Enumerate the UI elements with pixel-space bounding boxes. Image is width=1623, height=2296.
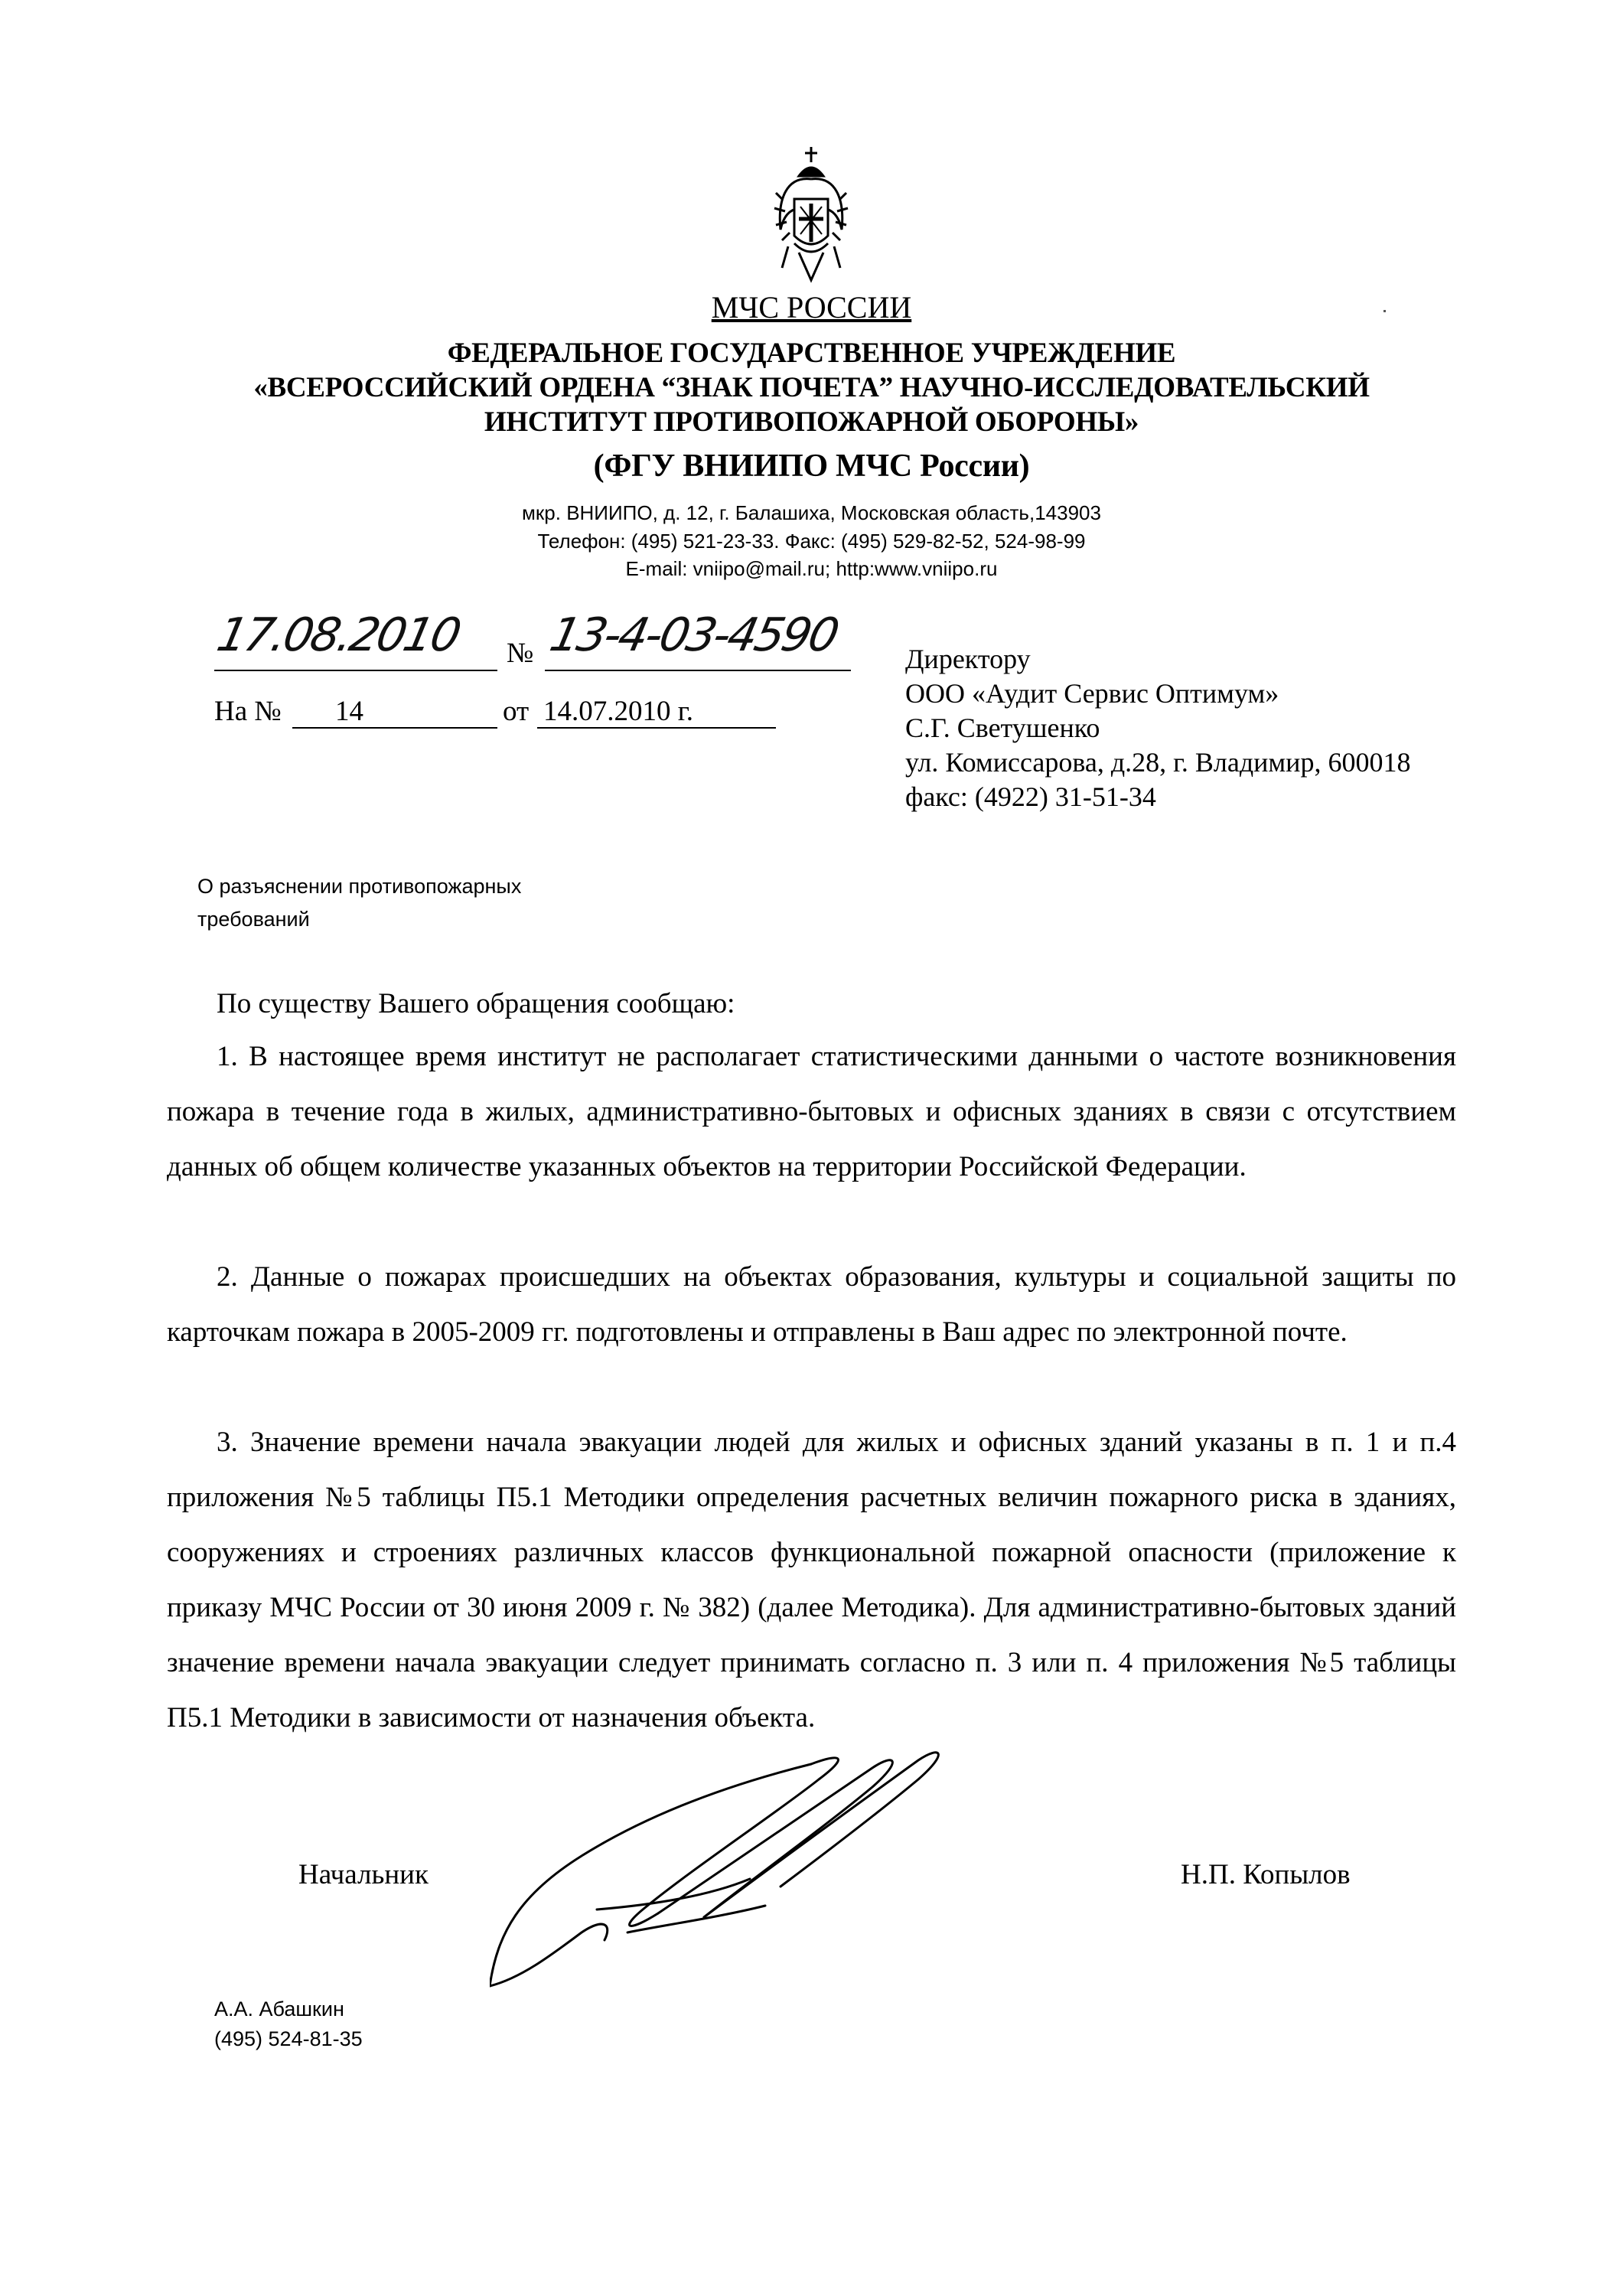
institution-line-2: «ВСЕРОССИЙСКИЙ ОРДЕНА “ЗНАК ПОЧЕТА” НАУЧНО-ИССЛЕДОВАТЕЛЬСКИЙ bbox=[253, 372, 1370, 403]
number-underline bbox=[545, 670, 851, 671]
contact-email-web: E-mail: vniipo@mail.ru; http:www.vniipo.ru bbox=[625, 557, 998, 580]
scan-artifact bbox=[1383, 310, 1386, 312]
handwritten-outgoing-number: 13-4-03-4590 bbox=[545, 608, 842, 662]
recipient-company: ООО «Аудит Сервис Оптимум» bbox=[905, 678, 1279, 709]
subject-line-1: О разъяснении противопожарных bbox=[197, 875, 522, 898]
contact-phones: Телефон: (495) 521-23-33. Факс: (495) 529-82-52, 524-98-99 bbox=[537, 530, 1086, 553]
institution-short-name: (ФГУ ВНИИПО МЧС России) bbox=[593, 448, 1030, 484]
reference-number-label: На № bbox=[214, 696, 282, 727]
date-underline bbox=[214, 670, 497, 671]
body-paragraph-1: 1. В настоящее время институт не располагает статистическими данными о частоте возникновения пожара в течение года в жилых, административно-бытовых и офисных зданиях в связи с отсутствием данных об общем количестве указанных объектов на территории Российской Федерации. bbox=[167, 1041, 1456, 1182]
handwritten-date: 17.08.2010 bbox=[212, 608, 464, 662]
institution-line-1: ФЕДЕРАЛЬНОЕ ГОСУДАРСТВЕННОЕ УЧРЕЖДЕНИЕ bbox=[447, 338, 1176, 369]
contact-address: мкр. ВНИИПО, д. 12, г. Балашиха, Московская область,143903 bbox=[522, 501, 1101, 524]
signatory-name: Н.П. Копылов bbox=[1181, 1859, 1351, 1890]
recipient-fax: факс: (4922) 31-51-34 bbox=[905, 781, 1156, 812]
recipient-address: ул. Комиссарова, д.28, г. Владимир, 600018 bbox=[905, 747, 1411, 778]
executor-name: А.А. Абашкин bbox=[214, 1998, 344, 2020]
reference-number-underline bbox=[292, 727, 497, 729]
body-paragraph-3: 3. Значение времени начала эвакуации людей для жилых и офисных зданий указаны в п. 1 и п.4 приложения №5 таблицы П5.1 Методики определения расчетных величин пожарного риска в зданиях, сооружениях и строениях различных классов функциональной пожарной опасности (приложение к приказу МЧС России от 30 июня 2009 г. № 382) (далее Методика). Для административно-бытовых зданий значение времени начала эвакуации следует принимать согласно п. 3 или п. 4 приложения №5 таблицы П5.1 Методики в зависимости от назначения объекта. bbox=[167, 1427, 1456, 1733]
reference-number: 14 bbox=[335, 696, 363, 727]
reference-date: 14.07.2010 г. bbox=[543, 696, 694, 727]
reference-date-underline bbox=[537, 727, 776, 729]
ministry-name: МЧС РОССИИ bbox=[711, 290, 912, 325]
executor-phone: (495) 524-81-35 bbox=[214, 2027, 363, 2050]
emblem-icon bbox=[771, 145, 852, 283]
subject-line-2: требований bbox=[197, 908, 310, 931]
recipient-name: С.Г. Светушенко bbox=[905, 713, 1100, 743]
handwritten-signature bbox=[490, 1733, 964, 2009]
salutation: По существу Вашего обращения сообщаю: bbox=[217, 988, 735, 1019]
number-sign: № bbox=[507, 638, 534, 669]
institution-line-3: ИНСТИТУТ ПРОТИВОПОЖАРНОЙ ОБОРОНЫ» bbox=[484, 406, 1139, 438]
signatory-title: Начальник bbox=[298, 1859, 429, 1890]
reference-from-label: от bbox=[503, 696, 530, 727]
body-paragraph-2: 2. Данные о пожарах происшедших на объектах образования, культуры и социальной защиты по карточкам пожара в 2005-2009 гг. подготовлены и отправлены в Ваш адрес по электронной почте. bbox=[167, 1261, 1456, 1348]
recipient-position: Директору bbox=[905, 644, 1031, 674]
